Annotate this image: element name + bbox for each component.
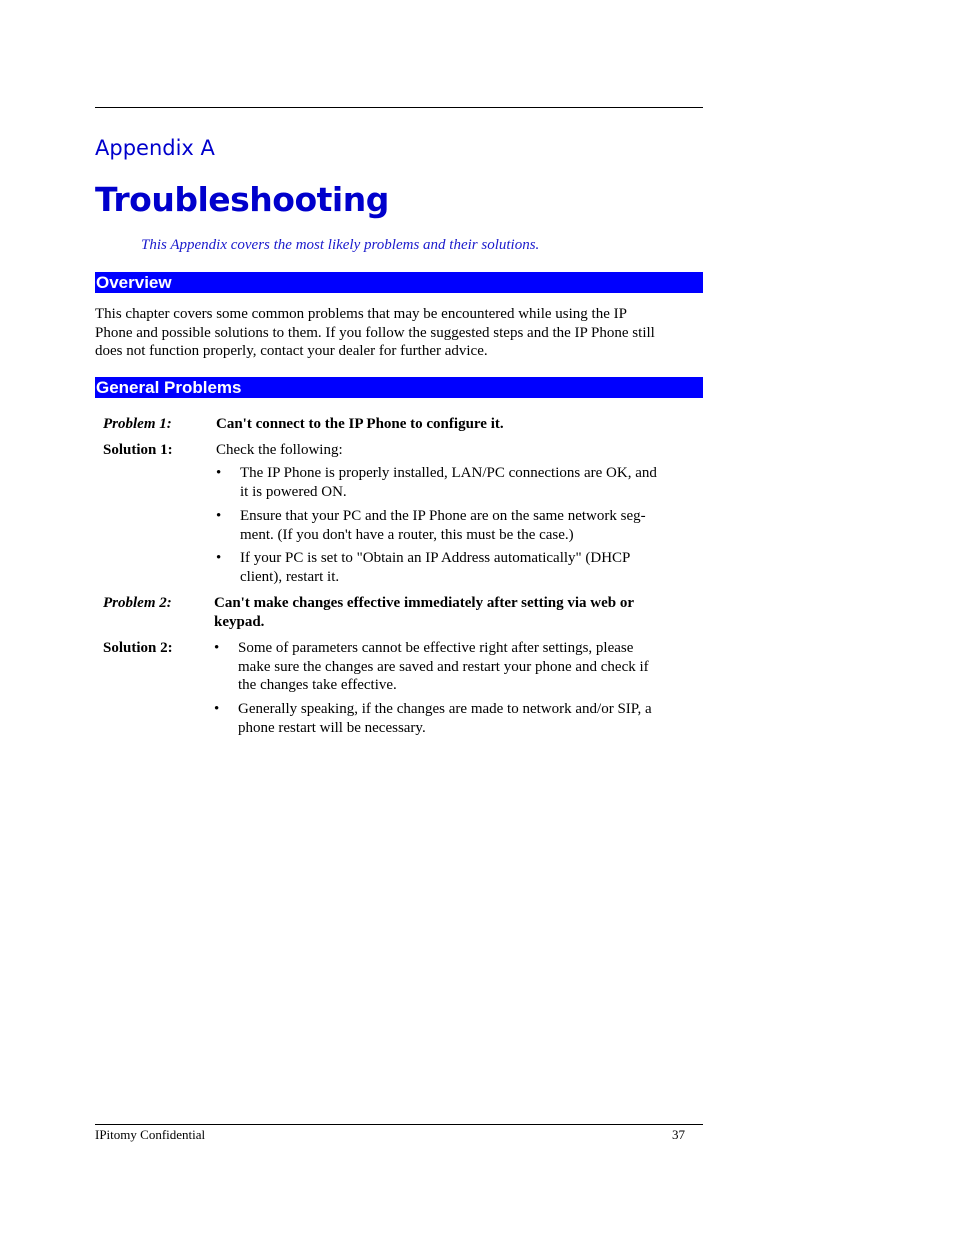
problem-1-label: Problem 1: [103, 416, 172, 432]
overview-line: This chapter covers some common problems that may be encountered while using the IP [95, 306, 627, 322]
general-problems-heading: General Problems [96, 378, 242, 397]
overview-paragraph [95, 305, 705, 361]
appendix-label: Appendix A [95, 136, 215, 160]
bullet-icon: • [214, 640, 220, 656]
bullet-line: make sure the changes are saved and restart your phone and check if [238, 658, 649, 675]
bullet-icon: • [216, 508, 222, 524]
problem-1-text: Can't connect to the IP Phone to configure it. [216, 416, 504, 432]
intro-text: This Appendix covers the most likely problems and their solutions. [141, 237, 540, 253]
bullet-line: Some of parameters cannot be effective right after settings, please [238, 640, 634, 656]
bullet-icon: • [216, 465, 222, 481]
bullet-line: Generally speaking, if the changes are made to network and/or SIP, a [238, 701, 652, 717]
problem-2-line: keypad. [214, 613, 265, 630]
bullet-line: client), restart it. [240, 568, 340, 585]
footer-confidential: IPitomy Confidential [95, 1127, 206, 1142]
bullet-line: it is powered ON. [240, 483, 347, 500]
solution-2-bullet [214, 700, 694, 740]
chapter-title: Troubleshooting [95, 180, 389, 219]
top-rule [95, 107, 703, 108]
page-number: 37 [672, 1127, 685, 1142]
solution-1-lead: Check the following: [216, 442, 343, 458]
solution-2-label: Solution 2: [103, 640, 173, 656]
bullet-icon: • [214, 701, 220, 717]
problem-2-text [214, 594, 694, 631]
bullet-line: the changes take effective. [238, 677, 397, 693]
general-problems-heading-bar [95, 377, 703, 398]
overview-line: does not function properly, contact your dealer for further advice. [95, 343, 488, 359]
bullet-line: phone restart will be necessary. [238, 719, 426, 736]
solution-1-bullet [216, 549, 696, 589]
problem-2-line: Can't make changes effective immediately after setting via web or [214, 595, 635, 611]
bullet-line: ment. (If you don't have a router, this must be the case.) [240, 526, 574, 543]
problem-2-label: Problem 2: [103, 595, 172, 611]
bullet-line: If your PC is set to "Obtain an IP Address automatically" (DHCP [240, 550, 631, 566]
solution-2-bullet [214, 639, 694, 697]
bullet-icon: • [216, 550, 222, 566]
bullet-line: The IP Phone is properly installed, LAN/PC connections are OK, and [240, 465, 657, 481]
solution-1-label: Solution 1: [103, 442, 173, 458]
overview-heading: Overview [96, 273, 172, 292]
overview-line: Phone and possible solutions to them. If you follow the suggested steps and the IP Phone still [95, 324, 655, 341]
solution-1-bullet [216, 464, 696, 504]
overview-heading-bar [95, 272, 703, 293]
footer-rule [95, 1124, 703, 1125]
solution-1-bullet [216, 507, 696, 547]
bullet-line: Ensure that your PC and the IP Phone are on the same network seg- [240, 508, 646, 524]
